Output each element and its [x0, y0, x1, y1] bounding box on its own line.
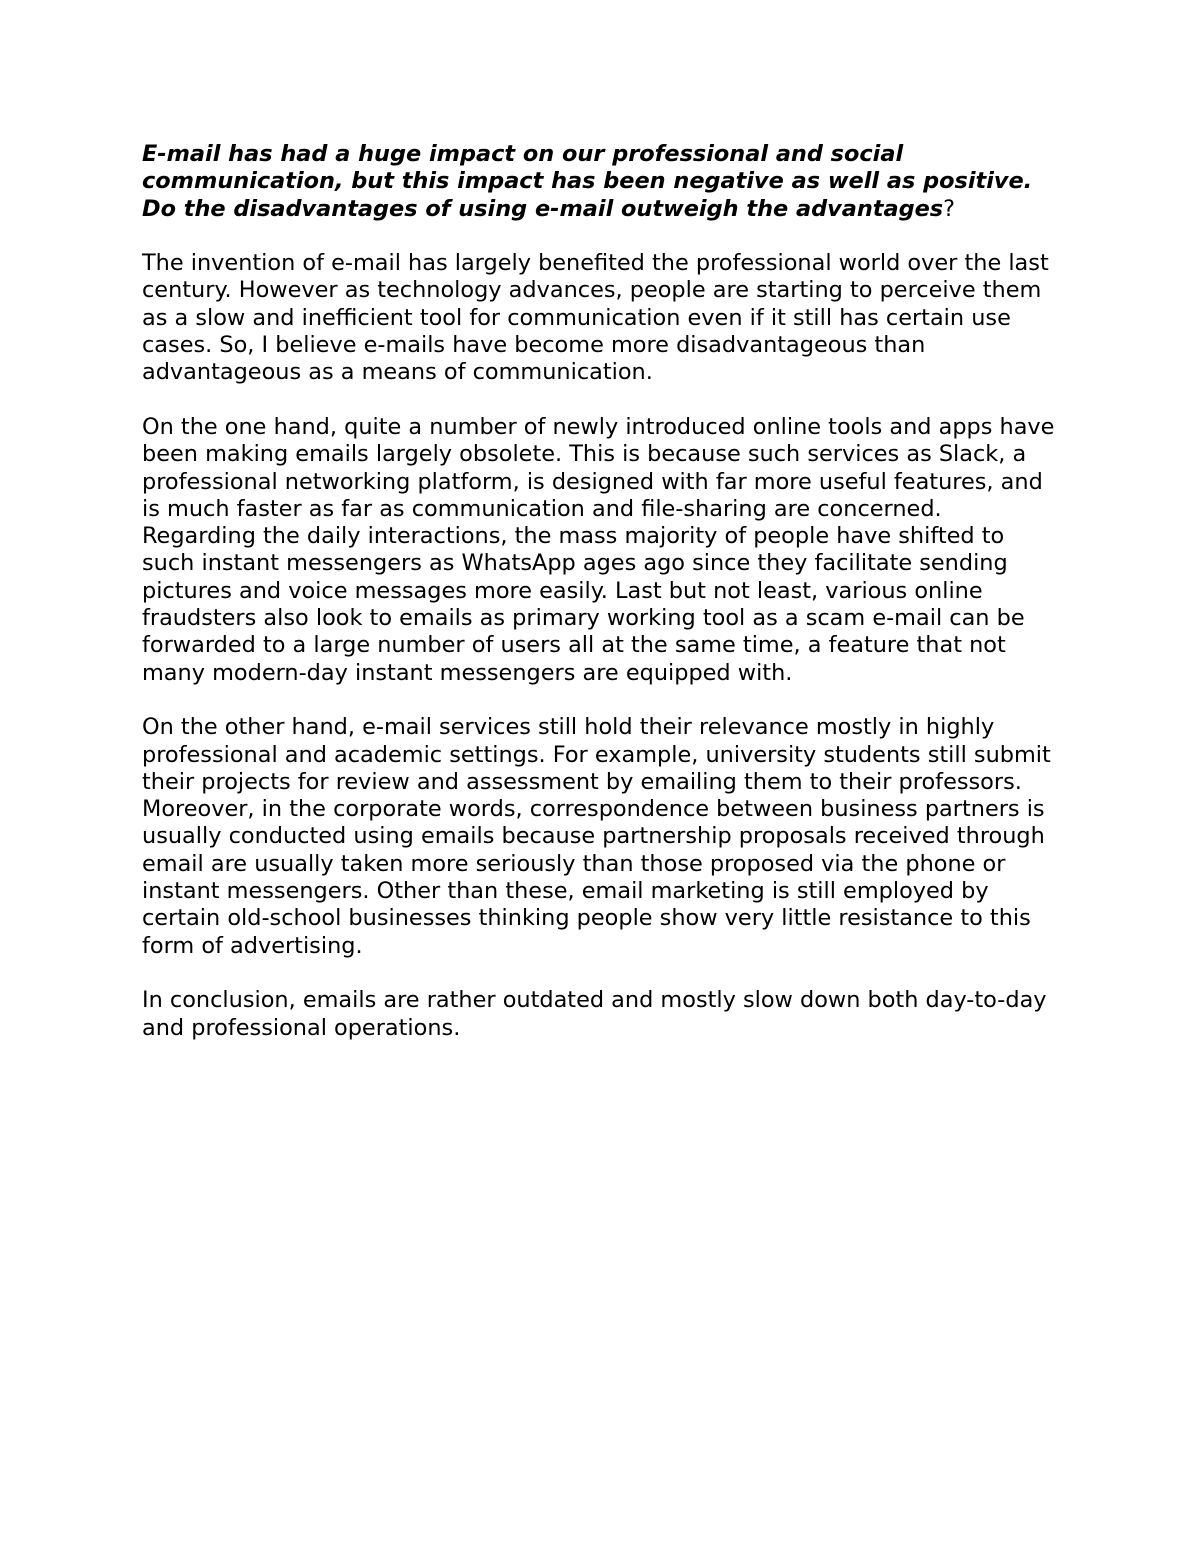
conclusion-paragraph: In conclusion, emails are rather outdated and mostly slow down both day-to-day and professional operations.: [142, 987, 1047, 1041]
body-paragraph-disadvantages: On the one hand, quite a number of newly introduced online tools and apps have been making emails largely obsolete. This is because such services as Slack, a professional networking platform, is designed with far more useful features, and is much faster as far as communication and file-sharing are concerned. Regarding the daily interactions, the mass majority of people have shifted to such instant messengers as WhatsApp ages ago since they facilitate sending pictures and voice messages more easily. Last but not least, various online fraudsters also look to emails as primary working tool as a scam e-mail can be forwarded to a large number of users all at the same time, a feature that not many modern-day instant messengers are equipped with.: [142, 413, 1055, 686]
introduction-paragraph: The invention of e-mail has largely benefited the professional world over the last century. However as technology advances, people are starting to perceive them as a slow and inefficient tool for communication even if it still has certain use cases. So, I believe e-mails have become more disadvantageous than advantageous as a means of communication.: [142, 250, 1049, 386]
essay-prompt: [142, 141, 1062, 223]
document-body: [142, 141, 1062, 1069]
body-paragraph-advantages: On the other hand, e-mail services still hold their relevance mostly in highly professional and academic settings. For example, university students still submit their projects for review and assessment by emailing them to their professors. Moreover, in the corporate words, correspondence between business partners is usually conducted using emails because partnership proposals received through email are usually taken more seriously than those proposed via the phone or instant messengers. Other than these, email marketing is still employed by certain old-school businesses thinking people show very little resistance to this form of advertising.: [142, 714, 1051, 959]
essay-prompt-question: E-mail has had a huge impact on our professional and social communication, but this impact has been negative as well as positive. Do the disadvantages of using e-mail outweigh the advantages: [142, 141, 1033, 222]
essay-prompt-question-mark: ?: [943, 195, 956, 222]
